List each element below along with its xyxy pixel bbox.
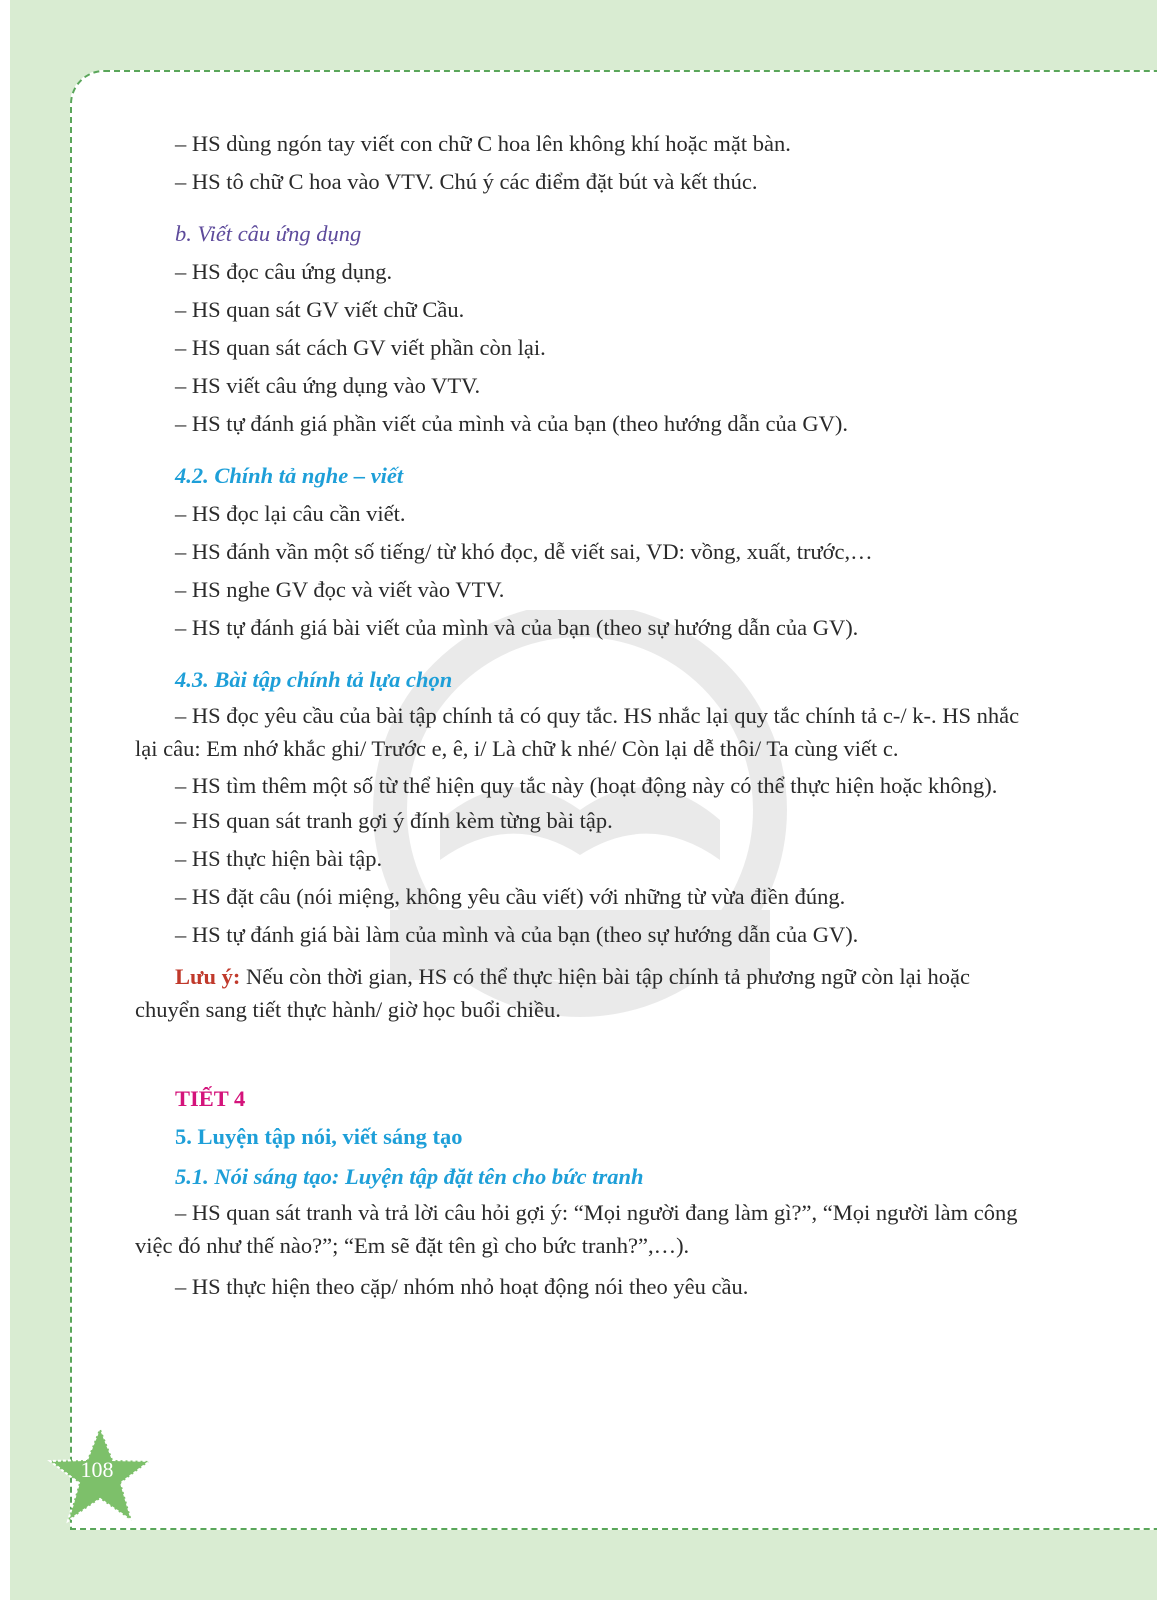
note-label: Lưu ý: [175,964,241,989]
paragraph: – HS quan sát tranh và trả lời câu hỏi gợi ý: “Mọi người đang làm gì?”, “Mọi người làm công việc đó như thế nào?”; “Em sẽ đặt tên gì cho bức tranh?”,…). [135,1200,1018,1258]
list-item: – HS tự đánh giá bài viết của mình và của bạn (theo sự hướng dẫn của GV). [175,615,859,640]
list-item: – HS đánh vần một số tiếng/ từ khó đọc, dễ viết sai, VD: vồng, xuất, trước,… [175,539,873,564]
heading-luyen-tap-noi-viet: 5. Luyện tập nói, viết sáng tạo [175,1124,463,1149]
list-item: – HS nghe GV đọc và viết vào VTV. [175,577,505,602]
list-item: – HS quan sát GV viết chữ Cầu. [175,297,465,322]
text-line: – HS tô chữ C hoa vào VTV. Chú ý các điểm đặt bút và kết thúc. [175,169,758,194]
text-line: – HS dùng ngón tay viết con chữ C hoa lên không khí hoặc mặt bàn. [175,131,791,156]
page-number: 108 [80,1457,114,1482]
heading-bai-tap-chinh-ta: 4.3. Bài tập chính tả lựa chọn [175,667,453,692]
heading-noi-sang-tao: 5.1. Nói sáng tạo: Luyện tập đặt tên cho bức tranh [175,1164,644,1189]
list-item: – HS đặt câu (nói miệng, không yêu cầu viết) với những từ vừa điền đúng. [175,884,846,909]
list-item: – HS đọc câu ứng dụng. [175,259,393,284]
list-item: – HS tự đánh giá phần viết của mình và của bạn (theo hướng dẫn của GV). [175,411,848,436]
note-paragraph [135,960,1023,1026]
note-text: Nếu còn thời gian, HS có thể thực hiện bài tập chính tả phương ngữ còn lại hoặc chuyển sang tiết thực hành/ giờ học buổi chiều. [135,964,970,1022]
list-item: – HS thực hiện theo cặp/ nhóm nhỏ hoạt động nói theo yêu cầu. [175,1274,749,1299]
page-content [135,125,1023,1306]
heading-chinh-ta-nghe-viet: 4.2. Chính tả nghe – viết [175,463,404,488]
paragraph: – HS tìm thêm một số từ thể hiện quy tắc này (hoạt động này có thể thực hiện hoặc không). [175,773,998,798]
lesson-label: TIẾT 4 [175,1086,246,1111]
list-item: – HS quan sát tranh gợi ý đính kèm từng bài tập. [175,808,613,833]
heading-viet-cau-ung-dung: b. Viết câu ứng dụng [175,221,362,246]
list-item: – HS tự đánh giá bài làm của mình và của bạn (theo sự hướng dẫn của GV). [175,922,859,947]
list-item: – HS quan sát cách GV viết phần còn lại. [175,335,546,360]
list-item: – HS thực hiện bài tập. [175,846,383,871]
paragraph: – HS đọc yêu cầu của bài tập chính tả có quy tắc. HS nhắc lại quy tắc chính tả c-/ k-. HS nhắc lại câu: Em nhớ khắc ghi/ Trước e, ê, i/ Là chữ k nhé/ Còn lại dễ thôi/ Ta cùng viết c. [135,703,1020,761]
page-edge-strip [0,0,10,1600]
list-item: – HS viết câu ứng dụng vào VTV. [175,373,481,398]
list-item: – HS đọc lại câu cần viết. [175,501,406,526]
